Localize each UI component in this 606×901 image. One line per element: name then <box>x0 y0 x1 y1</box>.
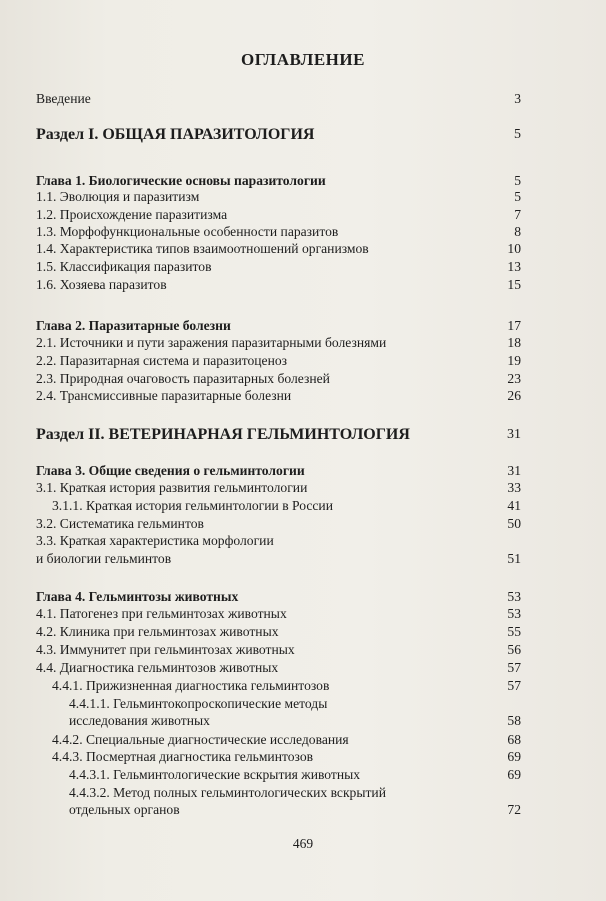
toc-entry-title: 1.6. Хозяева паразитов <box>36 277 167 292</box>
toc-entry-page: 55 <box>507 624 521 639</box>
toc-entry <box>36 258 521 276</box>
toc-entry-title: исследования животных <box>69 713 210 728</box>
toc-entry-title: Раздел I. ОБЩАЯ ПАРАЗИТОЛОГИЯ <box>36 126 315 143</box>
toc-entry-title: 1.3. Морфофункциональные особенности паразитов <box>36 224 339 239</box>
toc-entry-title: Глава 3. Общие сведения о гельминтологии <box>36 463 305 478</box>
toc-entry <box>36 677 521 695</box>
toc-entry-title: 2.1. Источники и пути заражения паразитарными болезнями <box>36 335 387 350</box>
toc-entry <box>36 206 521 224</box>
toc-entry-page: 23 <box>507 371 521 386</box>
toc-entry-page: 69 <box>507 767 521 782</box>
toc-entry-title: 4.4.1. Прижизненная диагностика гельминтозов <box>52 678 330 693</box>
toc-chapter <box>36 317 521 335</box>
toc-entry <box>36 641 521 659</box>
toc-entry <box>36 352 521 370</box>
toc-entry <box>36 479 521 497</box>
toc-entry <box>36 276 521 294</box>
toc-entry-title: 4.4.3.1. Гельминтологические вскрытия животных <box>69 767 361 782</box>
toc-entry-title: 4.4.3.2. Метод полных гельминтологических вскрытий <box>69 785 386 800</box>
toc-entry <box>36 623 521 641</box>
toc-entry <box>36 605 521 623</box>
toc-entry-page: 31 <box>507 427 521 442</box>
toc-entry-title: отдельных органов <box>69 802 180 817</box>
toc-entry-page: 57 <box>507 660 521 675</box>
toc-entry-title: 3.1.1. Краткая история гельминтологии в России <box>52 498 333 513</box>
toc-entry-page: 18 <box>507 335 521 350</box>
toc-entry <box>36 695 521 713</box>
toc-entry-title: Глава 2. Паразитарные болезни <box>36 318 231 333</box>
toc-entry-page: 33 <box>507 480 521 495</box>
toc-entry-page: 41 <box>507 498 521 513</box>
toc-entry-page: 68 <box>507 732 521 747</box>
toc-entry-page: 57 <box>507 678 521 693</box>
toc-entry-title: 3.3. Краткая характеристика морфологии <box>36 533 274 548</box>
page-title: ОГЛАВЛЕНИЕ <box>241 50 365 69</box>
toc-entry <box>36 731 521 749</box>
toc-entry <box>36 748 521 766</box>
toc-entry-title: 4.1. Патогенез при гельминтозах животных <box>36 606 287 621</box>
toc-entry <box>36 223 521 241</box>
toc-chapter <box>36 462 521 480</box>
toc-entry-page: 51 <box>507 551 521 566</box>
toc-chapter <box>36 588 521 606</box>
toc-entry <box>36 387 521 405</box>
toc-entry-title: 4.4. Диагностика гельминтозов животных <box>36 660 279 675</box>
toc-entry-page: 5 <box>514 189 521 204</box>
toc-entry-page: 50 <box>507 516 521 531</box>
toc-entry <box>36 766 521 784</box>
toc-entry-page: 3 <box>514 91 521 106</box>
toc-entry-page: 69 <box>507 749 521 764</box>
toc-entry <box>36 188 521 206</box>
toc-entry-page: 53 <box>507 589 521 604</box>
toc-entry-title: 4.4.3. Посмертная диагностика гельминтозов <box>52 749 314 764</box>
toc-entry-title: Раздел II. ВЕТЕРИНАРНАЯ ГЕЛЬМИНТОЛОГИЯ <box>36 426 410 443</box>
toc-entry <box>36 712 521 730</box>
toc-entry <box>36 784 521 802</box>
toc-entry <box>36 659 521 677</box>
toc-entry-page: 7 <box>514 207 521 222</box>
toc-entry <box>36 497 521 515</box>
toc-entry-page: 5 <box>514 173 521 188</box>
toc-entry-title: 4.4.2. Специальные диагностические исследования <box>52 732 349 747</box>
toc-entry-title: 3.1. Краткая история развития гельминтологии <box>36 480 308 495</box>
toc-entry-title: 4.2. Клиника при гельминтозах животных <box>36 624 279 639</box>
toc-entry-title: Введение <box>36 91 91 106</box>
toc-entry-title: Глава 1. Биологические основы паразитологии <box>36 173 326 188</box>
toc-entry-title: 2.3. Природная очаговость паразитарных болезней <box>36 371 330 386</box>
toc-entry-page: 19 <box>507 353 521 368</box>
toc-entry-page: 15 <box>507 277 521 292</box>
toc-entry <box>36 801 521 819</box>
toc-entry <box>36 515 521 533</box>
toc-entry-title: Глава 4. Гельминтозы животных <box>36 589 239 604</box>
toc-entry-title: 4.4.1.1. Гельминтокопроскопические методы <box>69 696 328 711</box>
toc-entry <box>36 334 521 352</box>
toc-entry <box>36 532 521 550</box>
toc-entry-title: 4.3. Иммунитет при гельминтозах животных <box>36 642 295 657</box>
toc-entry-title: 1.2. Происхождение паразитизма <box>36 207 228 222</box>
toc-entry-title: 1.5. Классификация паразитов <box>36 259 212 274</box>
toc-entry-title: и биологии гельминтов <box>36 551 172 566</box>
toc-entry-page: 8 <box>514 224 521 239</box>
toc-entry <box>36 240 521 258</box>
toc-entry <box>36 90 521 108</box>
toc-entry-page: 72 <box>507 802 521 817</box>
toc-entry-title: 1.1. Эволюция и паразитизм <box>36 189 200 204</box>
toc-entry-page: 26 <box>507 388 521 403</box>
toc-entry-title: 2.2. Паразитарная система и паразитоценоз <box>36 353 288 368</box>
toc-entry-title: 1.4. Характеристика типов взаимоотношений организмов <box>36 241 369 256</box>
toc-entry <box>36 370 521 388</box>
toc-entry-page: 31 <box>507 463 521 478</box>
toc-entry-title: 3.2. Систематика гельминтов <box>36 516 204 531</box>
toc-section <box>36 424 521 446</box>
toc-section <box>36 124 521 146</box>
toc-entry-page: 56 <box>507 642 521 657</box>
toc-entry-page: 13 <box>507 259 521 274</box>
toc-entry-title: 2.4. Трансмиссивные паразитарные болезни <box>36 388 292 403</box>
toc-entry-page: 58 <box>507 713 521 728</box>
toc-entry <box>36 550 521 568</box>
toc-entry-page: 10 <box>507 241 521 256</box>
toc-entry-page: 17 <box>507 318 521 333</box>
page-number: 469 <box>292 836 314 851</box>
toc-entry-page: 5 <box>514 127 521 142</box>
toc-entry-page: 53 <box>507 606 521 621</box>
